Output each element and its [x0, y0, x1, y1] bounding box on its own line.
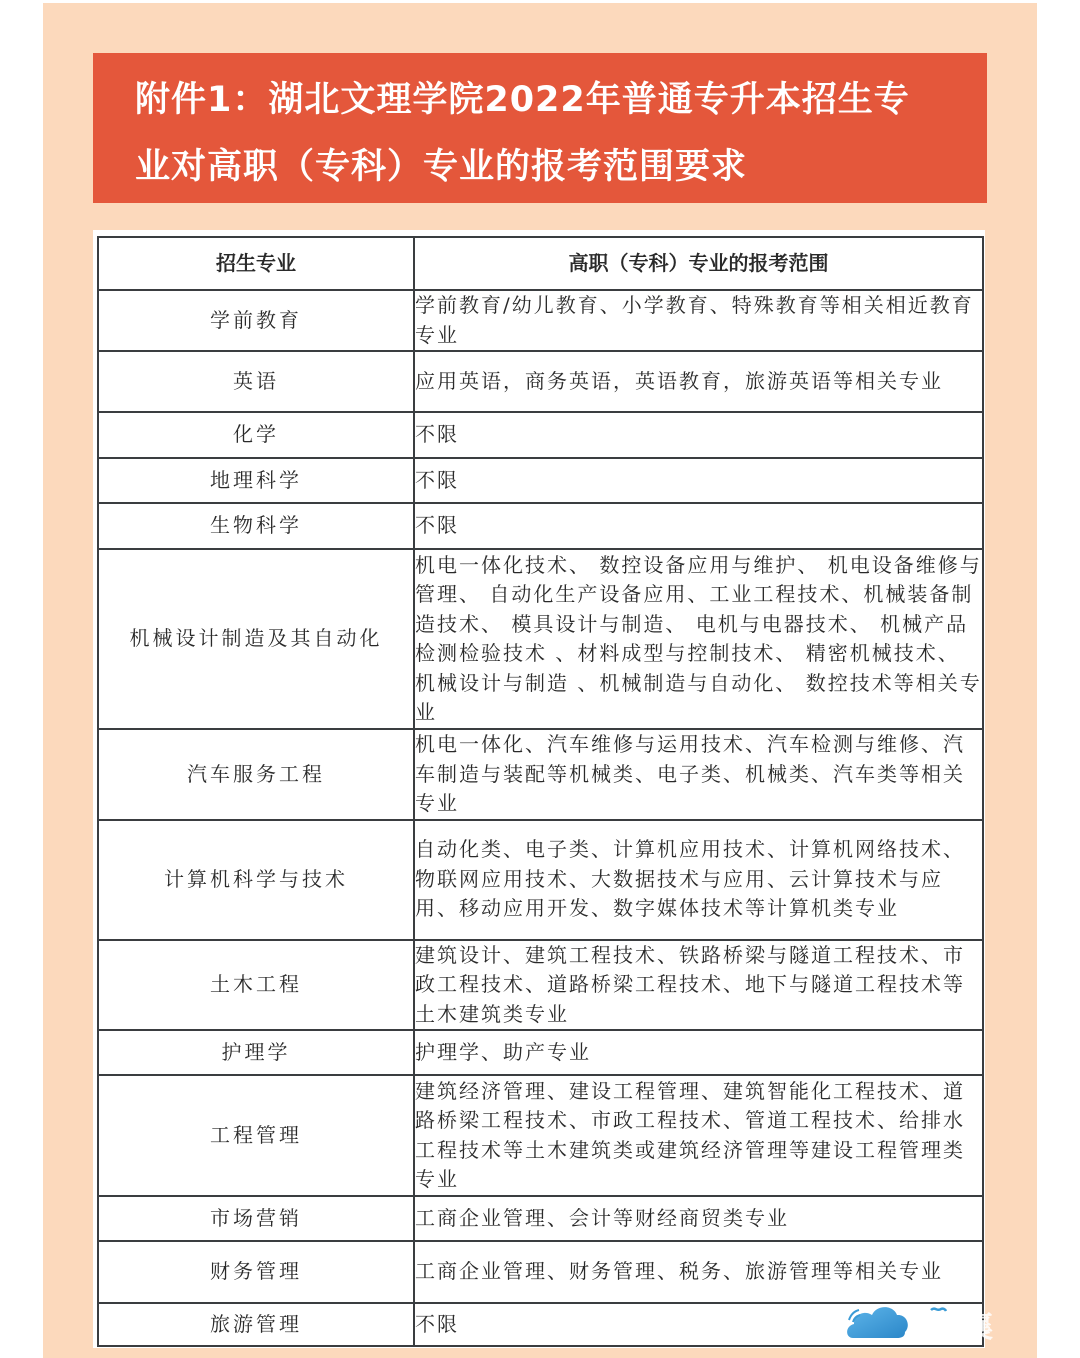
scope-cell: 护理学、助产专业: [414, 1030, 983, 1075]
scope-cell: 应用英语，商务英语，英语教育，旅游英语等相关专业: [414, 351, 983, 412]
major-name-cell: 市场营销: [98, 1196, 414, 1241]
title-banner: [93, 53, 987, 203]
title-line-2: 业对高职（专科）专业的报考范围要求: [135, 147, 748, 187]
table-row: [98, 549, 983, 729]
table-row: [98, 412, 983, 458]
scope-cell: 工商企业管理、会计等财经商贸类专业: [414, 1196, 983, 1241]
major-name-cell: 计算机科学与技术: [98, 820, 414, 940]
table-row: [98, 1196, 983, 1241]
scope-cell: 学前教育/幼儿教育、小学教育、特殊教育等相关相近教育专业: [414, 290, 983, 351]
scope-cell: 建筑设计、建筑工程技术、铁路桥梁与隧道工程技术、市政工程技术、道路桥梁工程技术、地下与隧道工程技术等土木建筑类专业: [414, 940, 983, 1031]
scope-cell: 机电一体化、汽车维修与运用技术、汽车检测与维修、汽车制造与装配等机械类、电子类、机械类、汽车类等相关专业: [414, 729, 983, 820]
major-name-cell: 地理科学: [98, 458, 414, 503]
table-row: [98, 503, 983, 549]
major-name-cell: 财务管理: [98, 1241, 414, 1303]
major-name-cell: 汽车服务工程: [98, 729, 414, 820]
major-name-cell: 生物科学: [98, 503, 414, 549]
table-row: [98, 458, 983, 503]
header-major: 招生专业: [98, 237, 414, 290]
major-name-cell: 工程管理: [98, 1075, 414, 1196]
major-name-cell: 土木工程: [98, 940, 414, 1031]
scope-cell: 不限: [414, 458, 983, 503]
major-name-cell: 旅游管理: [98, 1303, 414, 1346]
major-name-cell: 学前教育: [98, 290, 414, 351]
header-scope: 高职（专科）专业的报考范围: [414, 237, 983, 290]
table-row: [98, 1030, 983, 1075]
watermark: [845, 1300, 1045, 1345]
major-name-cell: 英语: [98, 351, 414, 412]
table-row: [98, 820, 983, 940]
table-row: [98, 729, 983, 820]
scope-cell: 建筑经济管理、建设工程管理、建筑智能化工程技术、道路桥梁工程技术、市政工程技术、管道工程技术、给排水工程技术等土木建筑类或建筑经济管理等建设工程管理类专业: [414, 1075, 983, 1196]
table-row: [98, 290, 983, 351]
table-row: [98, 351, 983, 412]
major-name-cell: 化学: [98, 412, 414, 458]
scope-cell: 不限: [414, 503, 983, 549]
table-row: [98, 940, 983, 1031]
table-body: [98, 290, 983, 1346]
table-row: [98, 1075, 983, 1196]
scope-cell: 不限: [414, 1303, 983, 1346]
major-scope-table: [97, 236, 984, 1347]
watermark-text: 襄: [963, 1310, 993, 1345]
table-row: [98, 1241, 983, 1303]
scope-cell: 工商企业管理、财务管理、税务、旅游管理等相关专业: [414, 1241, 983, 1303]
scope-cell: 不限: [414, 412, 983, 458]
cloud-icon: [845, 1300, 955, 1344]
table-header-row: [98, 237, 983, 290]
title-line-1: 附件1：湖北文理学院2022年普通专升本招生专: [135, 80, 910, 120]
major-name-cell: 护理学: [98, 1030, 414, 1075]
scope-cell: 机电一体化技术、 数控设备应用与维护、 机电设备维修与管理、 自动化生产设备应用、工业工程技术、机械装备制造技术、 模具设计与制造、 电机与电器技术、 机械产品检测检验技术 、材料成型与控制技术、 精密机械技术、 机械设计与制造 、机械制造与自动化、 数控技术等相关专业: [414, 549, 983, 729]
major-name-cell: 机械设计制造及其自动化: [98, 549, 414, 729]
scope-cell: 自动化类、电子类、计算机应用技术、计算机网络技术、物联网应用技术、大数据技术与应用、云计算技术与应用、移动应用开发、数字媒体技术等计算机类专业: [414, 820, 983, 940]
